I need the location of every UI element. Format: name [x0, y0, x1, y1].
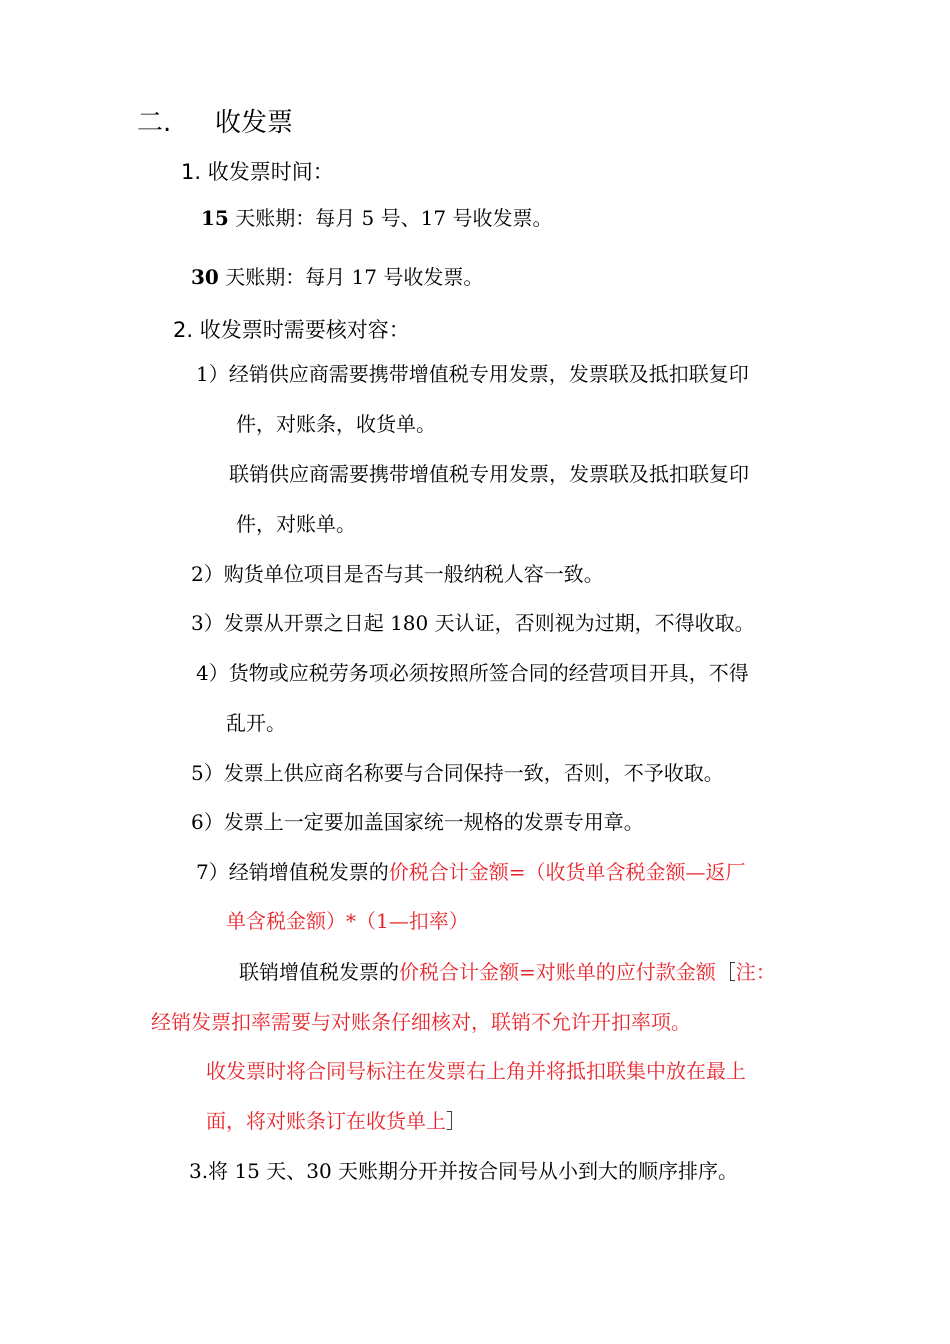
item1-line-a: 1）经销供应商需要携带增值税专用发票，发票联及抵扣联复印 — [196, 362, 749, 386]
note-line-c: 收发票时将合同号标注在发票右上角并将抵扣联集中放在最上 — [206, 1059, 746, 1083]
billing-30-line — [191, 264, 483, 290]
item7-formula-b: 单含税金额）*（1—扣率） — [226, 909, 469, 933]
billing-15-line — [201, 205, 552, 231]
item4-line-a: 4）货物或应税劳务项必须按照所签合同的经营项目开具，不得 — [196, 661, 749, 685]
sub1-heading: 1. 收发票时间： — [181, 160, 334, 184]
note-line-d — [206, 1108, 466, 1134]
sub2-heading: 2. 收发票时需要核对容： — [173, 318, 410, 342]
item1-line-b: 件，对账条，收货单。 — [236, 412, 436, 436]
note-line-b: 经销发票扣率需要与对账条仔细核对，联销不允许开扣率项。 — [151, 1010, 691, 1034]
item2: 2）购货单位项目是否与其一般纳税人容一致。 — [191, 562, 604, 586]
note-line-d-text: 面，将对账条订在收货单上 — [206, 1109, 446, 1133]
section-title: 收发票 — [215, 108, 294, 138]
sub3-text: 3.将 15 天、30 天账期分开并按合同号从小到大的顺序排序。 — [189, 1159, 739, 1183]
note-bracket-open: ［ — [715, 960, 736, 984]
section-number: 二. — [137, 108, 172, 138]
lianxiao-line — [239, 959, 776, 985]
item7-line-a — [196, 859, 746, 885]
item3: 3）发票从开票之日起 180 天认证，否则视为过期，不得收取。 — [191, 611, 755, 635]
item1-line-c: 联销供应商需要携带增值税专用发票，发票联及抵扣联复印 — [229, 462, 749, 486]
billing-30-text: 天账期：每月 17 号收发票。 — [218, 265, 484, 289]
note-bracket-close: ］ — [446, 1109, 466, 1133]
billing-15-text: 天账期：每月 5 号、17 号收发票。 — [228, 206, 553, 230]
item1-line-d: 件，对账单。 — [236, 512, 356, 536]
lianxiao-formula: 价税合计金额=对账单的应付款金额 — [399, 960, 716, 984]
item4-line-b: 乱开。 — [226, 711, 286, 735]
billing-15-days: 15 — [201, 206, 229, 230]
billing-30-days: 30 — [191, 265, 219, 289]
item7-formula-a: 价税合计金额=（收货单含税金额—返厂 — [388, 860, 746, 884]
item7-prefix: 7）经销增值税发票的 — [196, 860, 389, 884]
item5: 5）发票上供应商名称要与合同保持一致，否则，不予收取。 — [191, 761, 724, 785]
item6: 6）发票上一定要加盖国家统一规格的发票专用章。 — [191, 810, 644, 834]
note-label: 注： — [735, 960, 776, 984]
lianxiao-prefix: 联销增值税发票的 — [239, 960, 399, 984]
